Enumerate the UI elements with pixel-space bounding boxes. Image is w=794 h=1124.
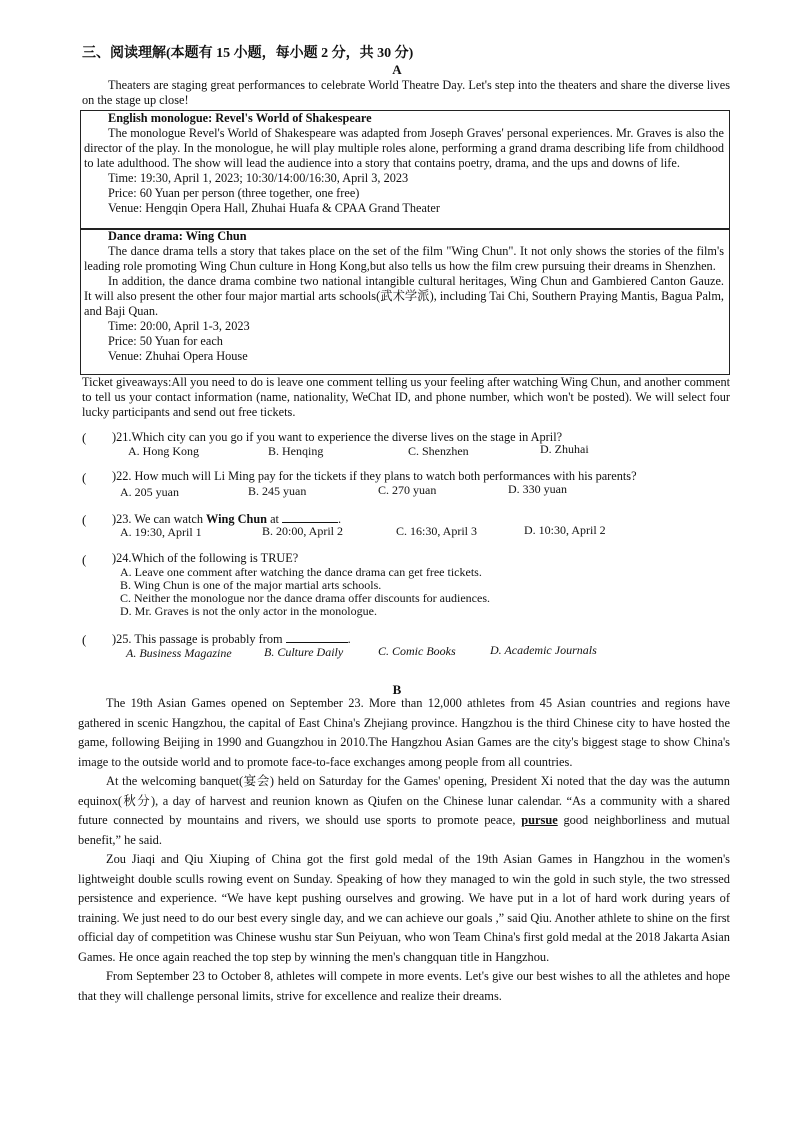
passage-b-label: B bbox=[392, 682, 402, 697]
q25-option-a: A. Business Magazine bbox=[126, 646, 232, 660]
passage-b-p1: The 19th Asian Games opened on September 23. More than 12,000 athletes from 45 Asian countries and regions have gathered in scenic Hangzhou, the capital of East China's Zhejiang province. Hangzhou is the third Chinese city to have hosted the game, following Beijing in 1990 and Guangzhou in 2010.The Hangzhou Asian Games are the city's biggest stage to show China's image to the outside world and to promote face-to-face exchanges among people from all countries. bbox=[78, 696, 730, 769]
q22-stem: )22. How much will Li Ming pay for the tickets if they plans to watch both performances with his parents? bbox=[112, 469, 637, 483]
passage-b-p3: Zou Jiaqi and Qiu Xiuping of China got the first gold medal of the 19th Asian Games in Hangzhou in the women's lightweight double sculls rowing event on Sunday. Speaking of how they managed to win the gold in such style, the two stressed persistence and experience. “We have kept pushing ourselves and growing. We have put in a lot of hard work during years of training. We just need to do our best every single day, and we can achieve our goals ,” said Qiu. Another athlete to shine on the first official day of competition was Chinese wushu star Sun Peiyuan, who won Team China's first gold medal at the 2018 Jakarta Asian Games. He once again reached the top step by winning the men's changquan title in Hangzhou. bbox=[78, 852, 730, 964]
q21-paren: ( bbox=[82, 430, 87, 445]
q21-stem: )21.Which city can you go if you want to experience the diverse lives on the stage in April? bbox=[112, 430, 563, 444]
q23-paren: ( bbox=[82, 512, 87, 527]
q24-option-b: B. Wing Chun is one of the major martial arts schools. bbox=[120, 578, 382, 592]
passage-b-p4: From September 23 to October 8, athletes will compete in more events. Let's give our best wishes to all the athletes and hope that they will challenge personal limits, strive for excellence and realize their dreams. bbox=[78, 969, 730, 1003]
show2-venue: Venue: Zhuhai Opera House bbox=[108, 349, 248, 363]
passage-b-p2-post: good neighborliness and mutual benefit,” he said. bbox=[78, 813, 730, 847]
show1-heading: English monologue: Revel's World of Shakespeare bbox=[108, 111, 372, 125]
q22-option-a: A. 205 yuan bbox=[120, 485, 179, 499]
passage-a-label: A bbox=[392, 62, 402, 77]
show1-price: Price: 60 Yuan per person (three together, one free) bbox=[108, 186, 360, 200]
q22-option-d: D. 330 yuan bbox=[508, 482, 567, 496]
q25-stem-end: . bbox=[347, 632, 351, 646]
q23-stem-bold: Wing Chun bbox=[206, 512, 267, 526]
q25-stem bbox=[112, 632, 351, 646]
show2-price: Price: 50 Yuan for each bbox=[108, 334, 223, 348]
show2-heading: Dance drama: Wing Chun bbox=[108, 229, 247, 243]
q21-option-c: C. Shenzhen bbox=[408, 444, 469, 458]
underlined-word: pursue bbox=[521, 813, 558, 827]
q25-option-b: B. Culture Daily bbox=[264, 645, 344, 659]
q23-blank bbox=[282, 512, 338, 523]
q23-option-d: D. 10:30, April 2 bbox=[524, 523, 606, 537]
show1-content bbox=[84, 111, 724, 216]
q24-option-a: A. Leave one comment after watching the dance drama can get free tickets. bbox=[120, 565, 482, 579]
show1-time: Time: 19:30, April 1, 2023; 10:30/14:00/16:30, April 3, 2023 bbox=[108, 171, 409, 185]
show1-venue: Venue: Hengqin Opera Hall, Zhuhai Huafa & CPAA Grand Theater bbox=[108, 201, 440, 215]
q24-stem: )24.Which of the following is TRUE? bbox=[112, 551, 299, 565]
q24-option-d: D. Mr. Graves is not the only actor in the monologue. bbox=[120, 604, 377, 618]
q23-stem-end: . bbox=[338, 512, 342, 526]
q24-paren: ( bbox=[82, 552, 87, 567]
passage-a-intro: Theaters are staging great performances to celebrate World Theatre Day. Let's step into the theaters and share the diverse lives on the stage up close! bbox=[82, 78, 730, 107]
section-title: 三、阅读理解(本题有 15 小题，每小题 2 分，共 30 分) bbox=[82, 46, 414, 61]
q23-option-b: B. 20:00, April 2 bbox=[262, 524, 344, 538]
q21-option-d: D. Zhuhai bbox=[540, 442, 589, 456]
show2-body2: In addition, the dance drama combine two national intangible cultural heritages, Wing Chun and Gambiered Canton Gauze. It will also present the other four major martial arts schools(武术学派), including Tai Chi, Southern Praying Mantis, Bagua Palm, and Baji Quan. bbox=[84, 274, 724, 318]
q21-option-b: B. Henqing bbox=[268, 444, 324, 458]
ticket-giveaways: Ticket giveaways:All you need to do is leave one comment telling us your feeling after watching Wing Chun, and another comment to tell us your contact information (name, nationality, WeChat ID, and phone number, which won't be posted). We will select four lucky participants and send out free tickets. bbox=[82, 375, 731, 419]
q21-option-a: A. Hong Kong bbox=[128, 444, 199, 458]
passage-b-p2-pre: At the welcoming banquet(宴会) held on Saturday for the Games' opening, President Xi noted that the day was the autumn equinox(秋分), a day of harvest and reunion known as Qiufen on the Chinese lunar calendar. “As a community with a shared future connected by mountains and rivers, we should use sports to promote peace, bbox=[78, 774, 730, 827]
q25-stem-pre: )25. This passage is probably from bbox=[112, 632, 286, 646]
q25-option-d: D. Academic Journals bbox=[490, 643, 597, 657]
q23-stem-post: at bbox=[267, 512, 283, 526]
show2-content bbox=[84, 229, 724, 364]
q23-option-a: A. 19:30, April 1 bbox=[120, 525, 202, 539]
show2-time: Time: 20:00, April 1-3, 2023 bbox=[108, 319, 250, 333]
q23-stem-pre: )23. We can watch bbox=[112, 512, 207, 526]
q23-option-c: C. 16:30, April 3 bbox=[396, 524, 478, 538]
show1-body: The monologue Revel's World of Shakespeare was adapted from Joseph Graves' personal experiences. Mr. Graves is also the director of the play. In the monologue, he will play multiple roles alone, performing a grand drama describing life from childhood to late adulthood. The show will lead the audience into a story that contains poetry, drama, and the ups and downs of life. bbox=[84, 126, 724, 170]
q24-option-c: C. Neither the monologue nor the dance drama offer discounts for audiences. bbox=[120, 591, 490, 605]
q22-paren: ( bbox=[82, 470, 87, 485]
passage-b-body bbox=[78, 694, 730, 1006]
q25-blank bbox=[286, 632, 348, 643]
passage-b-p2 bbox=[78, 772, 730, 850]
q22-option-b: B. 245 yuan bbox=[248, 484, 307, 498]
q25-option-c: C. Comic Books bbox=[378, 644, 456, 658]
q25-paren: ( bbox=[82, 632, 87, 647]
show2-body1: The dance drama tells a story that takes place on the set of the film "Wing Chun". It not only shows the stories of the film's leading role promoting Wing Chun culture in Hong Kong,but also tells us how the film crew pursuing their dreams in Shenzhen. bbox=[84, 244, 724, 273]
q22-option-c: C. 270 yuan bbox=[378, 483, 437, 497]
